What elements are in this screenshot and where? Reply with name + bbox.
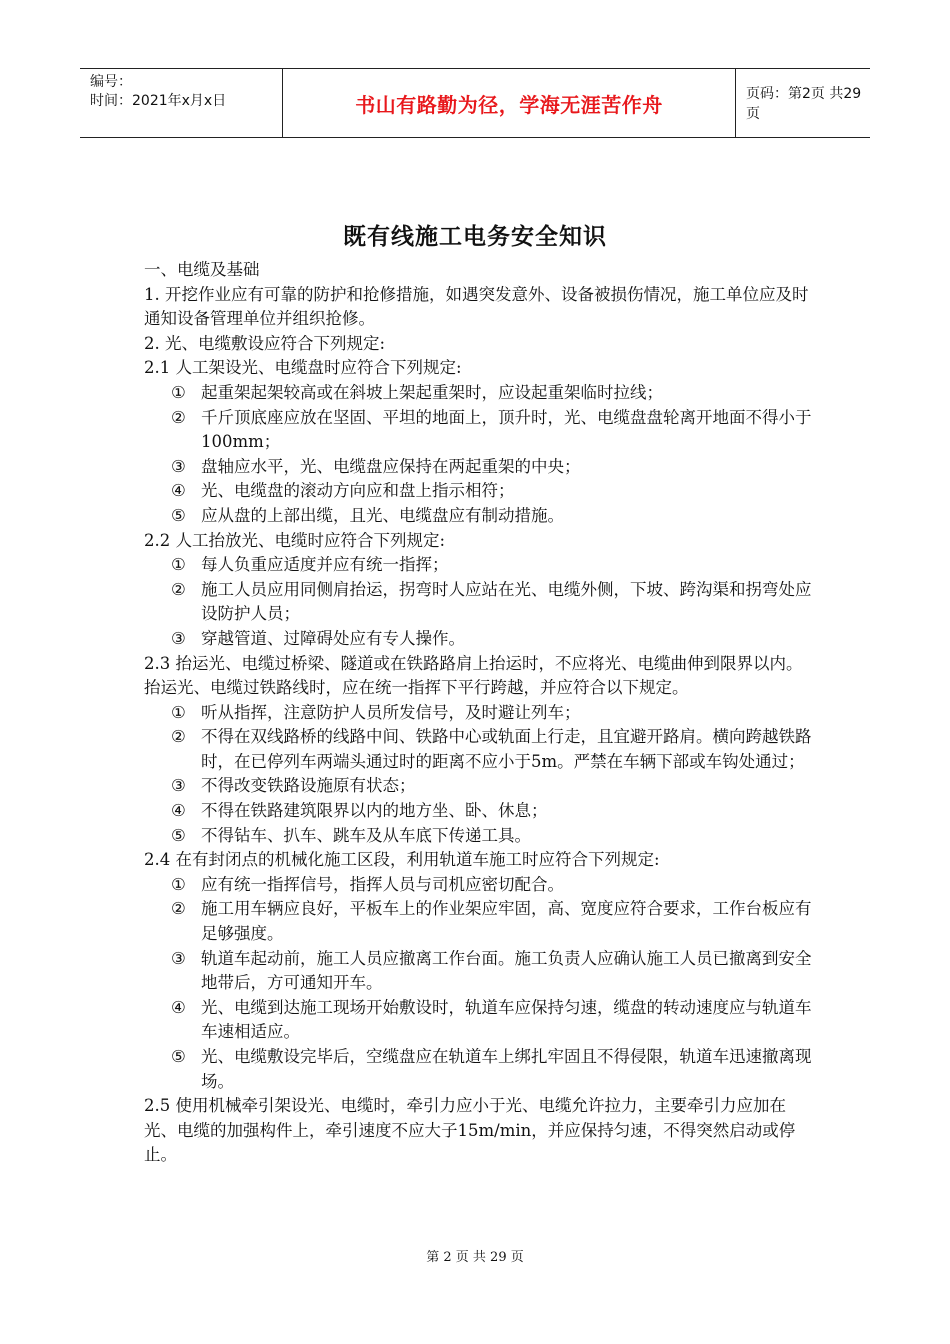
paragraph: 2.5 使用机械牵引架设光、电缆时，牵引力应小于光、电缆允许拉力，主要牵引力应加在光、电缆的加强构件上，牵引速度不应大子15m/min，并应保持匀速，不得突然启动或停止。	[144, 1096, 796, 1165]
list-item	[144, 455, 816, 480]
list-item-text: 听从指挥，注意防护人员所发信号，及时避让列车；	[201, 702, 581, 722]
list-item-number: ②	[171, 727, 186, 747]
list-item	[144, 406, 816, 455]
list-item-text: 光、电缆敷设完毕后，空缆盘应在轨道车上绑扎牢固且不得侵限，轨道车迅速撤离现场。	[201, 1047, 812, 1091]
list-item	[144, 553, 816, 578]
list-item-number: ②	[171, 579, 186, 599]
header-meta	[80, 69, 282, 137]
header-date-label: 时间：2021年x月x日	[90, 93, 227, 109]
list-item-number: ①	[171, 555, 186, 575]
list-item	[144, 1045, 816, 1094]
document-title: 既有线施工电务安全知识	[343, 224, 607, 250]
list-item-number: ④	[171, 801, 186, 821]
list-item-number: ③	[171, 776, 186, 796]
list-item	[144, 627, 816, 652]
list-item	[144, 504, 816, 529]
list-item-text: 施工人员应用同侧肩抬运，拐弯时人应站在光、电缆外侧，下坡、跨沟渠和拐弯处应设防护人员；	[201, 579, 812, 624]
list-item	[144, 381, 816, 406]
list-item-number: ①	[171, 702, 186, 722]
list-item-number: ④	[171, 481, 186, 501]
paragraph: 2.1 人工架设光、电缆盘时应符合下列规定:	[144, 358, 462, 378]
list-item-number: ③	[171, 948, 186, 968]
paragraph: 1. 开挖作业应有可靠的防护和抢修措施，如遇突发意外、设备被损伤情况，施工单位应及时通知设备管理单位并组织抢修。	[144, 284, 809, 329]
list-item-number: ③	[171, 628, 186, 648]
header-number-label: 编号：	[90, 74, 132, 90]
list-item-text: 不得在铁路建筑限界以内的地方坐、卧、休息；	[201, 801, 548, 821]
list-item-text: 不得钻车、扒车、跳车及从车底下传递工具。	[201, 825, 531, 845]
page-footer: 第 2 页 共 29 页	[426, 1250, 524, 1265]
list-item	[144, 799, 816, 824]
list-item-number: ②	[171, 407, 186, 427]
paragraph: 2.4 在有封闭点的机械化施工区段，利用轨道车施工时应符合下列规定:	[144, 850, 660, 870]
list-item-text: 应有统一指挥信号，指挥人员与司机应密切配合。	[201, 874, 564, 894]
list-item-text: 不得改变铁路设施原有状态；	[201, 776, 416, 796]
list-item-number: ⑤	[171, 505, 186, 525]
list-item	[144, 996, 816, 1045]
paragraph: 一、电缆及基础	[144, 260, 260, 279]
list-item	[144, 479, 816, 504]
list-item	[144, 701, 816, 726]
list-item	[144, 897, 816, 946]
list-item	[144, 947, 816, 996]
list-item	[144, 824, 816, 849]
header-page-info: 页码：第2页 共29页	[746, 86, 862, 122]
list-item-number: ①	[171, 382, 186, 402]
list-item-text: 起重架起架较高或在斜坡上架起重架时，应设起重架临时拉线；	[201, 382, 663, 402]
list-item	[144, 873, 816, 898]
list-item-number: ⑤	[171, 1047, 186, 1066]
list-item-text: 光、电缆盘的滚动方向应和盘上指示相符；	[201, 481, 515, 501]
list-item-number: ①	[171, 874, 186, 894]
paragraph: 2. 光、电缆敷设应符合下列规定:	[144, 333, 386, 353]
header-motto: 书山有路勤为径，学海无涯苦作舟	[355, 92, 663, 117]
list-item-text: 应从盘的上部出缆，且光、电缆盘应有制动措施。	[201, 505, 564, 525]
list-item-text: 每人负重应适度并应有统一指挥；	[201, 555, 449, 575]
list-item	[144, 725, 816, 774]
list-item-text: 千斤顶底座应放在坚固、平坦的地面上，顶升时，光、电缆盘盘轮离开地面不得小于100mm；	[201, 407, 812, 452]
list-item-number: ⑤	[171, 825, 186, 845]
list-item-text: 盘轴应水平，光、电缆盘应保持在两起重架的中央；	[201, 456, 581, 476]
paragraph: 2.2 人工抬放光、电缆时应符合下列规定:	[144, 530, 446, 550]
list-item	[144, 774, 816, 799]
list-item-text: 施工用车辆应良好，平板车上的作业架应牢固，高、宽度应符合要求，工作台板应有足够强度。	[201, 899, 812, 944]
paragraph: 2.3 抬运光、电缆过桥梁、隧道或在铁路路肩上抬运时，不应将光、电缆曲伸到限界以内。抬运光、电缆过铁路线时，应在统一指挥下平行跨越，并应符合以下规定。	[144, 653, 803, 698]
list-item-text: 不得在双线路桥的线路中间、铁路中心或轨面上行走，且宜避开路肩。横向跨越铁路时，在已停列车两端头通过时的距离不应小于5m。严禁在车辆下部或车钩处通过；	[201, 727, 812, 771]
list-item	[144, 578, 816, 627]
list-item-text: 穿越管道、过障碍处应有专人操作。	[201, 628, 465, 648]
list-item-text: 轨道车起动前，施工人员应撤离工作台面。施工负责人应确认施工人员已撤离到安全地带后，方可通知开车。	[201, 948, 812, 993]
list-item-text: 光、电缆到达施工现场开始敷设时，轨道车应保持匀速，缆盘的转动速度应与轨道车车速相适应。	[201, 997, 812, 1042]
page-header	[80, 68, 870, 138]
document-body	[144, 258, 816, 1168]
list-item-number: ②	[171, 899, 186, 919]
list-item-number: ③	[171, 456, 186, 476]
list-item-number: ④	[171, 997, 186, 1017]
header-page-cell	[734, 69, 870, 137]
header-motto-cell	[282, 69, 736, 137]
